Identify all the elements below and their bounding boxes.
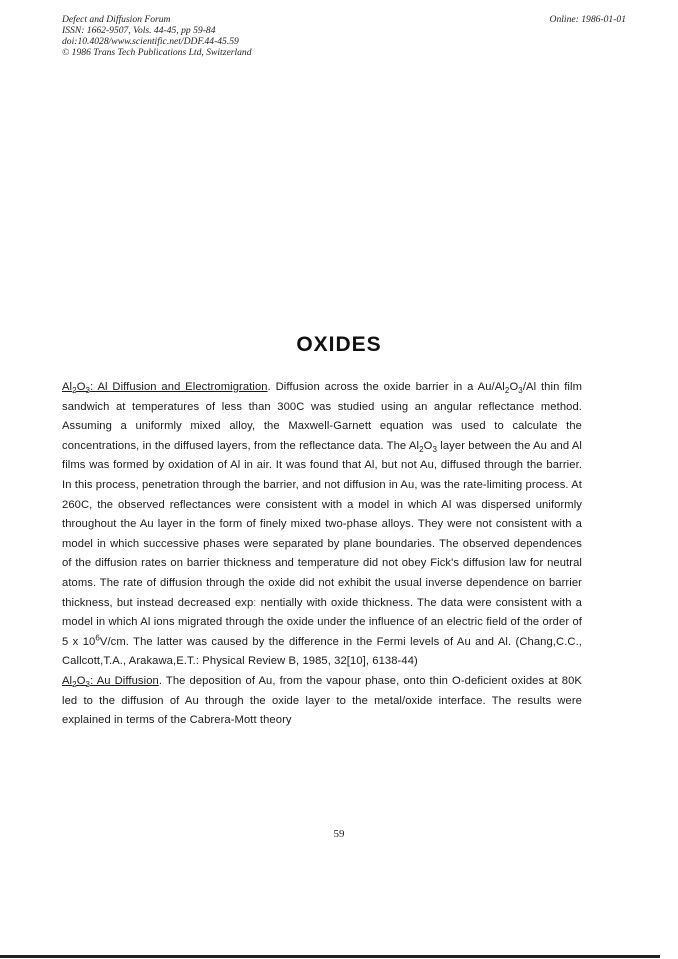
- journal-name: Defect and Diffusion Forum: [62, 14, 171, 25]
- copyright-line: © 1986 Trans Tech Publications Ltd, Switzerland: [62, 47, 252, 58]
- subscript: 3: [432, 445, 437, 455]
- heading-text: : Au Diffusion: [90, 674, 159, 687]
- subscript: 3: [85, 386, 91, 396]
- doi-line[interactable]: doi:10.4028/www.scientific.net/DDF.44-45.59: [62, 36, 239, 47]
- journal-metadata: [62, 14, 252, 58]
- subscript: 2: [504, 386, 510, 396]
- heading-text: O: [76, 674, 86, 687]
- section-title: OXIDES: [296, 333, 382, 356]
- body-text: /Al thin film sandwich at temperatures of less than 300C was studied using an angular reflectance method. Assuming a uniformly mixed alloy, the Maxwell-Garnett equation was used to calculate the concentrations, in the diffused layers, from the reflectance data. The Al: [62, 381, 582, 452]
- heading-text: O: [76, 381, 86, 393]
- subscript: 2: [419, 445, 424, 455]
- body-text: O: [423, 439, 433, 452]
- body-text: layer between the Au and Al films was formed by oxidation of Al in air. It was found that Al, but not Au, diffused through the barrier. In this process, penetration through the barrier, and not diffusion in Au, was the rate-limiting process. At 260C, the observed reflectances were consistent with a model in which Al was dispersed uniformly throughout the Au layer in the form of finely mixed two-phase alloys. They were not consistent with a model in which successive phases were separated by plane boundaries. The observed dependences of the diffusion rates on barrier thickness and temperature did not obey Fick's diffusion law for neutral atoms. The rate of diffusion through the oxide did not exhibit the usual inverse dependence on barrier thickness, but instead decreased expː nentially with oxide thickness. The data were consistent with a model in which Al ions migrated through the oxide under the influence of an electric field of the order of 5 x 10: [62, 439, 583, 648]
- entry-al2o3-au-diffusion: [62, 672, 582, 731]
- heading-text: : Al Diffusion and Electromigration: [90, 381, 268, 393]
- online-date: Online: 1986-01-01: [549, 14, 626, 25]
- body-text: . Diffusion across the oxide barrier in a Au/Al: [267, 381, 505, 393]
- subscript: 3: [85, 680, 91, 690]
- body-text: O: [509, 381, 519, 393]
- body-text: V/cm. The latter was caused by the difference in the Fermi levels of Au and Al. (Chang,C.C., Callcott,T.A., Arakawa,E.T.: Physical Review B, 1985, 32[10], 6138-44): [62, 635, 582, 668]
- subscript: 2: [72, 680, 77, 690]
- body-text: . The deposition of Au, from the vapour phase, onto thin O-deficient oxides at 80K led to the diffusion of Au through the oxide layer to the metal/oxide interface. The results were explained in terms of the Cabrera-Mott theory: [62, 674, 582, 727]
- heading-text: Al: [62, 674, 73, 687]
- entry-heading: [62, 674, 159, 690]
- bottom-rule: [0, 955, 660, 958]
- subscript: 2: [72, 386, 77, 396]
- entry-heading: [62, 381, 268, 396]
- subscript: 3: [518, 386, 523, 396]
- superscript: 6: [95, 632, 100, 642]
- entry-al2o3-al-diffusion: [62, 378, 582, 672]
- issn-line: ISSN: 1662-9507, Vols. 44-45, pp 59-84: [62, 25, 216, 36]
- heading-text: Al: [62, 381, 73, 393]
- page-number: 59: [333, 828, 345, 840]
- article-body: [62, 378, 582, 731]
